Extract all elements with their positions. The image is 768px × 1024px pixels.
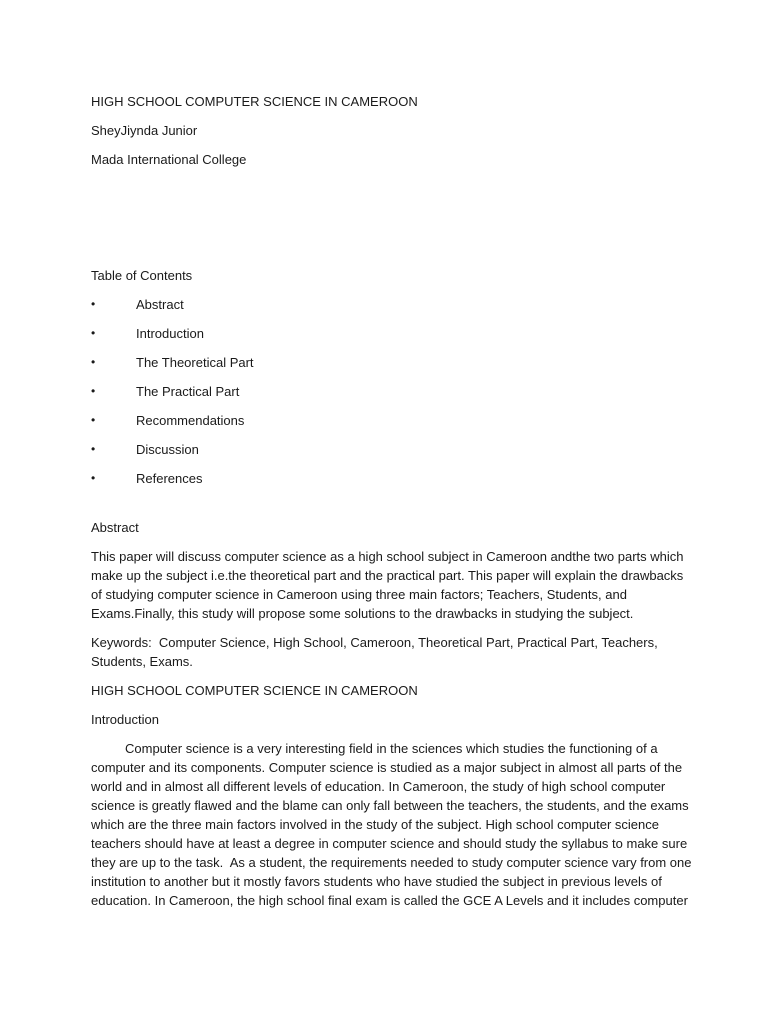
introduction-line: institution to another but it mostly favors students who have studied the subject in previous levels of — [91, 874, 662, 889]
keywords-paragraph — [91, 633, 677, 671]
introduction-paragraph — [91, 739, 692, 910]
abstract-line: This paper will discuss computer science as a high school subject in Cameroon andthe two parts which — [91, 549, 684, 564]
document-title: HIGH SCHOOL COMPUTER SCIENCE IN CAMEROON — [91, 94, 418, 109]
abstract-line: make up the subject i.e.the theoretical part and the practical part. This paper will explain the drawbacks — [91, 568, 684, 583]
document-body — [91, 92, 692, 910]
toc-item — [91, 440, 677, 459]
toc-item-introduction: Introduction — [136, 326, 204, 341]
toc-item-references: References — [136, 471, 203, 486]
introduction-line: education. In Cameroon, the high school final exam is called the GCE A Levels and it includes computer — [91, 893, 688, 908]
toc-item-theoretical-part: The Theoretical Part — [136, 355, 254, 370]
abstract-heading: Abstract — [91, 520, 139, 535]
toc-item — [91, 295, 677, 314]
table-of-contents — [91, 295, 677, 488]
bullet-icon: • — [91, 413, 96, 427]
toc-item — [91, 382, 677, 401]
abstract-paragraph — [91, 547, 684, 623]
author-name: SheyJiynda Junior — [91, 123, 198, 138]
introduction-line: computer and its components. Computer science is studied as a major subject in almost all parts of the — [91, 760, 683, 775]
toc-heading: Table of Contents — [91, 268, 193, 283]
toc-item-abstract: Abstract — [136, 297, 184, 312]
bullet-icon: • — [91, 471, 96, 485]
bullet-icon: • — [91, 384, 96, 398]
introduction-line: world and in almost all different levels of education. In Cameroon, the study of high school computer — [91, 779, 666, 794]
bullet-icon: • — [91, 355, 96, 369]
toc-item-discussion: Discussion — [136, 442, 199, 457]
section-title: HIGH SCHOOL COMPUTER SCIENCE IN CAMEROON — [91, 683, 418, 698]
bullet-icon: • — [91, 442, 96, 456]
keywords-line: Keywords: Computer Science, High School, Cameroon, Theoretical Part, Practical Part, Teachers, — [91, 635, 658, 650]
introduction-line: they are up to the task. As a student, the requirements needed to study computer science vary from one — [91, 855, 692, 870]
introduction-line: which are the three main factors involved in the study of the subject. High school computer science — [91, 817, 659, 832]
keywords-line: Students, Exams. — [91, 654, 193, 669]
toc-item — [91, 411, 677, 430]
abstract-line: of studying computer science in Cameroon using three main factors; Teachers, Students, and — [91, 587, 627, 602]
toc-item-practical-part: The Practical Part — [136, 384, 240, 399]
introduction-line: Computer science is a very interesting field in the sciences which studies the functioning of a — [125, 741, 658, 756]
toc-item — [91, 324, 677, 343]
introduction-line: teachers should have at least a degree in computer science and should study the syllabus to make sure — [91, 836, 688, 851]
abstract-line: Exams.Finally, this study will propose some solutions to the drawbacks in studying the subject. — [91, 606, 634, 621]
bullet-icon: • — [91, 326, 96, 340]
toc-item — [91, 353, 677, 372]
introduction-heading: Introduction — [91, 712, 159, 727]
toc-item-recommendations: Recommendations — [136, 413, 245, 428]
toc-item — [91, 469, 677, 488]
institution-name: Mada International College — [91, 152, 247, 167]
introduction-line: science is greatly flawed and the blame can only fall between the teachers, the students, and the exams — [91, 798, 689, 813]
bullet-icon: • — [91, 297, 96, 311]
